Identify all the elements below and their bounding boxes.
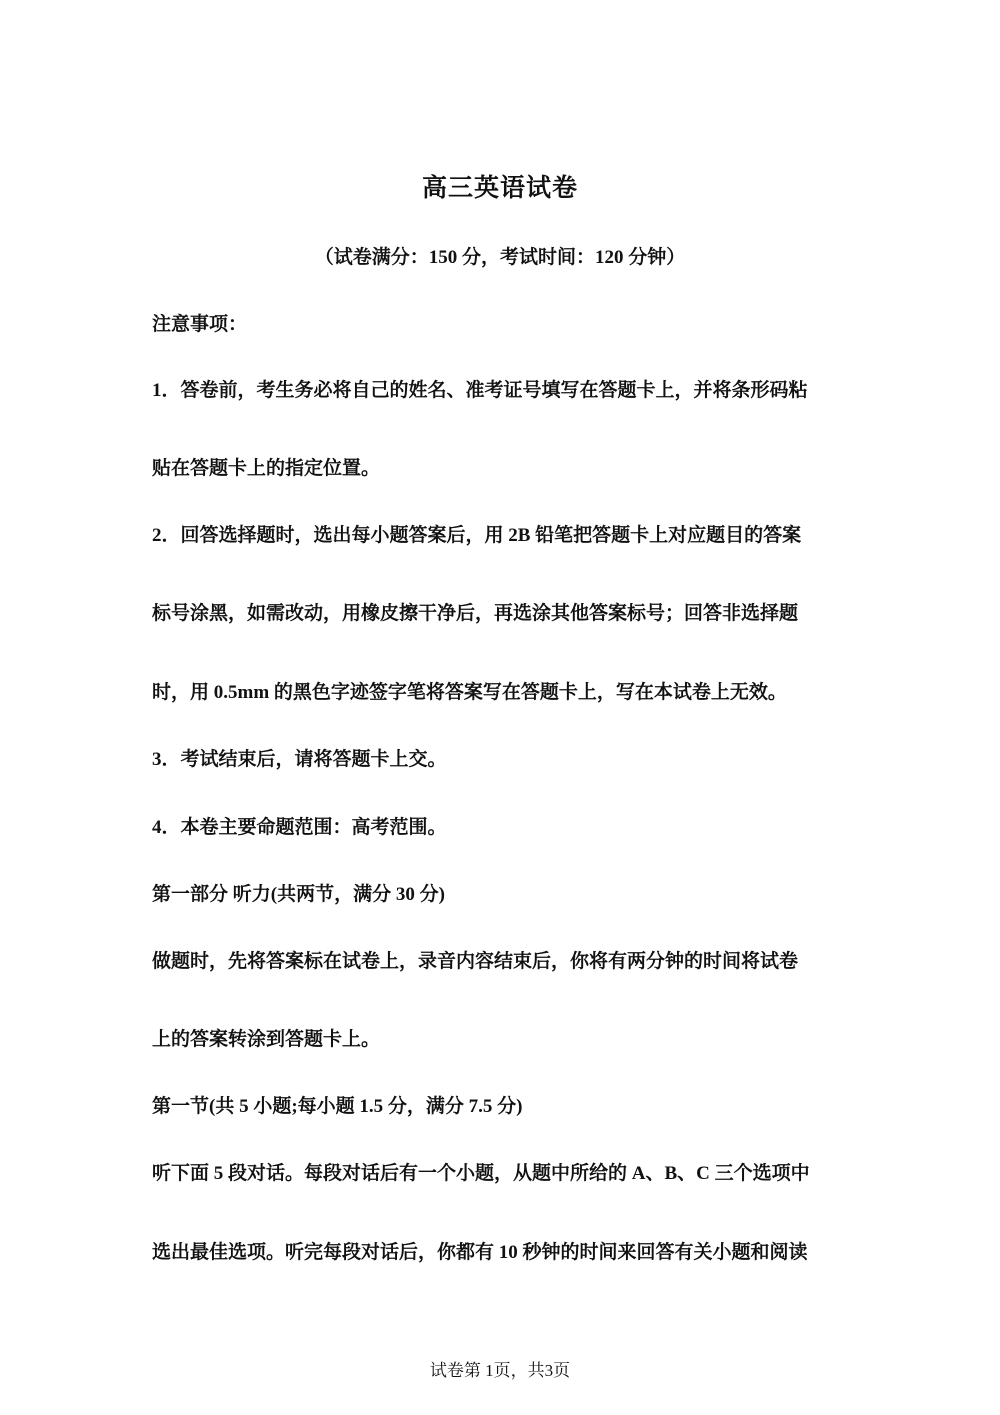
notice-heading: 注意事项： bbox=[152, 314, 248, 335]
exam-title: 高三英语试卷 bbox=[421, 175, 578, 202]
section-heading: 第一部分 听力(共两节，满分 30 分) bbox=[152, 884, 445, 905]
text-line: 3．考试结束后，请将答题卡上交。 bbox=[152, 749, 447, 770]
exam-subtitle: （试卷满分：150 分，考试时间：120 分钟） bbox=[314, 247, 686, 268]
text-line: 4．本卷主要命题范围：高考范围。 bbox=[152, 817, 447, 838]
text-line: 选出最佳选项。听完每段对话后，你都有 10 秒钟的时间来回答有关小题和阅读 bbox=[152, 1242, 808, 1263]
text-line: 做题时，先将答案标在试卷上，录音内容结束后，你将有两分钟的时间将试卷 bbox=[152, 951, 799, 972]
page-footer: 试卷第 1页，共3页 bbox=[429, 1361, 571, 1380]
text-line: 听下面 5 段对话。每段对话后有一个小题，从题中所给的 A、B、C 三个选项中 bbox=[152, 1163, 810, 1184]
text-line: 1．答卷前，考生务必将自己的姓名、准考证号填写在答题卡上，并将条形码粘 bbox=[152, 380, 808, 401]
section-heading: 第一节(共 5 小题;每小题 1.5 分，满分 7.5 分) bbox=[152, 1096, 523, 1117]
text-line: 上的答案转涂到答题卡上。 bbox=[152, 1029, 381, 1050]
text-line: 时，用 0.5mm 的黑色字迹签字笔将答案写在答题卡上，写在本试卷上无效。 bbox=[152, 682, 787, 703]
text-line: 2．回答选择题时，选出每小题答案后，用 2B 铅笔把答题卡上对应题目的答案 bbox=[152, 525, 802, 546]
text-line: 标号涂黑，如需改动，用橡皮擦干净后，再选涂其他答案标号；回答非选择题 bbox=[152, 603, 799, 624]
text-line: 贴在答题卡上的指定位置。 bbox=[152, 458, 381, 479]
